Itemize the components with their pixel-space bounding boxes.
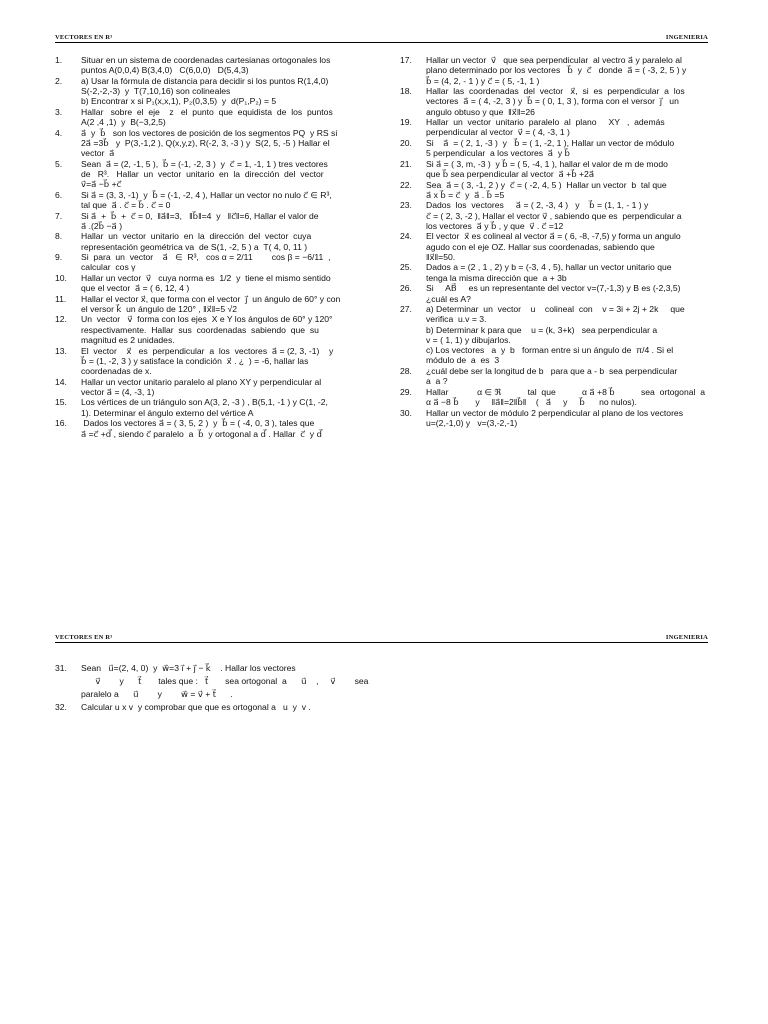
exercise-text bbox=[81, 231, 371, 252]
exercise-text bbox=[426, 304, 710, 366]
exercise-line: plano determinado por los vectores b⃗ y c⃗ donde a⃗ = ( -3, 2, 5 ) y bbox=[426, 65, 687, 76]
exercise-item bbox=[55, 294, 371, 315]
page-2-column bbox=[55, 662, 370, 714]
exercise-item bbox=[55, 397, 371, 418]
exercise-text bbox=[81, 76, 371, 107]
exercise-text bbox=[81, 107, 371, 128]
exercise-line: El vector x⃗ es perpendicular a los vectores a⃗ = (2, 3, -1) y bbox=[81, 345, 334, 356]
exercise-text bbox=[426, 231, 710, 262]
exercise-line: tal que a⃗ . c⃗ = b⃗ . c⃗ = 0 bbox=[81, 200, 171, 211]
header-subject: INGENIERIA bbox=[665, 34, 708, 41]
exercise-line: de R³. Hallar un vector unitario en la dirección del vector bbox=[81, 169, 324, 180]
exercise-line: 1). Determinar el ángulo externo del vértice A bbox=[81, 407, 254, 418]
exercise-line: tenga la misma dirección que a + 3b bbox=[426, 272, 567, 283]
exercise-line: v⃗ y t⃗ tales que : t⃗ sea ortogonal a u⃗ , v⃗ sea bbox=[81, 676, 369, 686]
exercise-number: 24. bbox=[400, 231, 412, 242]
exercise-number: 27. bbox=[400, 304, 412, 314]
exercise-line: puntos A(0,0,4) B(3,4,0) C(6,0,0) D(5,4,3) bbox=[81, 65, 249, 76]
exercise-text bbox=[426, 283, 710, 304]
exercise-line: Hallar sobre el eje z el punto que equidista de los puntos bbox=[81, 106, 333, 117]
exercise-number: 12. bbox=[55, 314, 67, 325]
exercise-item bbox=[400, 283, 710, 304]
exercise-text bbox=[81, 294, 371, 315]
exercise-line: 2a⃗ =3b⃗ y P(3,-1,2 ), Q(x,y,z), R(-2, 3, -3 ) y S(2, 5, -5 ) Hallar el bbox=[81, 137, 330, 148]
exercise-line: Sean a⃗ = (2, -1, 5 ), b⃗ = (-1, -2, 3 ) y c⃗ = 1, -1, 1 ) tres vectores bbox=[81, 158, 328, 169]
exercise-number: 4. bbox=[55, 127, 63, 138]
exercise-number: 19. bbox=[400, 117, 412, 128]
exercise-line: a⃗ x b⃗ = c⃗ y a⃗ . b⃗ =5 bbox=[426, 189, 505, 200]
exercise-number: 18. bbox=[400, 86, 412, 97]
exercise-text bbox=[81, 190, 371, 211]
exercise-text bbox=[426, 159, 710, 180]
exercise-line: respectivamente. Hallar sus coordenadas sabiendo que su bbox=[81, 324, 319, 335]
exercise-line: vector a⃗ = (4, -3, 1) bbox=[81, 386, 155, 397]
exercise-line: Hallar un vector unitario en la dirección del vector cuya bbox=[81, 231, 312, 242]
exercise-line: El vector x⃗ es colineal al vector a⃗ = ( 6, -8, -7,5) y forma un angulo bbox=[426, 231, 681, 242]
exercise-line: los vectores a⃗ y b⃗ , y que v⃗ . c⃗ =12 bbox=[426, 220, 564, 231]
exercise-line: ‖x⃗‖=50. bbox=[426, 251, 456, 262]
exercise-text bbox=[426, 117, 710, 138]
exercise-item bbox=[400, 180, 710, 201]
exercise-line: el versor k⃗ un ángulo de 120° , ‖x⃗‖=5 √2 bbox=[81, 304, 237, 314]
exercise-line: ¿cuál debe ser la longitud de b para que a - b sea perpendicular bbox=[426, 365, 678, 376]
exercise-text bbox=[81, 159, 371, 190]
exercise-number: 20. bbox=[400, 137, 412, 148]
exercise-number: 29. bbox=[400, 386, 412, 397]
exercise-line: Hallar un vector de módulo 2 perpendicular al plano de los vectores bbox=[426, 407, 684, 418]
exercise-text bbox=[426, 180, 710, 201]
exercise-text bbox=[426, 200, 710, 231]
exercise-line: Un vector v⃗ forma con los ejes X e Y los ángulos de 60° y 120° bbox=[81, 314, 333, 325]
exercise-line: Si AB⃗ es un representante del vector v=(7,-1,3) y B es (-2,3,5) bbox=[426, 283, 681, 294]
exercise-line: a) Determinar un vector u colineal con v = 3i + 2j + 2k que bbox=[426, 304, 685, 314]
exercise-line: Si a⃗ = ( 3, m, -3 ) y b⃗ = ( 5, -4, 1 ), hallar el valor de m de modo bbox=[426, 158, 668, 169]
exercise-line: Hallar α ∈ ℜ tal que α a⃗ +8 b⃗ sea ortogonal a bbox=[426, 386, 705, 397]
exercise-item bbox=[400, 86, 710, 117]
exercise-line: Si a⃗ = ( 2, 1, -3 ) y b⃗ = ( 1, -2, 1 ), Hallar un vector de módulo bbox=[426, 137, 675, 148]
exercise-line: ¿cuál es A? bbox=[426, 293, 471, 304]
exercise-line: a⃗ y b⃗ son los vectores de posición de los segmentos PQ y RS si bbox=[81, 127, 338, 138]
exercise-line: magnitud es 2 unidades. bbox=[81, 335, 175, 346]
exercise-item bbox=[400, 117, 710, 138]
exercise-line: Hallar un vector v⃗ que sea perpendicular al vectro a⃗ y paralelo al bbox=[426, 55, 682, 65]
exercise-line: perpendicular al vector v⃗ = ( 4, -3, 1 ) bbox=[426, 127, 570, 138]
exercise-line: b) Determinar k para que u = (k, 3+k) sea perpendicular a bbox=[426, 324, 658, 335]
exercise-line: verifica u.v = 3. bbox=[426, 314, 487, 325]
exercise-item bbox=[400, 408, 710, 429]
exercise-line: a⃗ .(2b⃗ −a⃗ ) bbox=[81, 220, 123, 231]
exercise-number: 7. bbox=[55, 210, 63, 221]
exercise-line: 5 perpendicular a los vectores a⃗ y b⃗ bbox=[426, 148, 570, 159]
exercise-number: 13. bbox=[55, 345, 67, 356]
exercise-text bbox=[426, 408, 710, 429]
exercise-line: Hallar las coordenadas del vector x⃗, si es perpendicular a los bbox=[426, 86, 685, 97]
page-2 bbox=[0, 620, 768, 1020]
exercise-text bbox=[426, 55, 710, 86]
exercise-text bbox=[81, 314, 371, 345]
exercise-line: Si a⃗ + b⃗ + c⃗ = 0, ‖a⃗‖=3, ‖b⃗‖=4 y ‖c⃗‖=6, Hallar el valor de bbox=[81, 210, 319, 221]
exercise-item bbox=[55, 273, 371, 294]
exercise-item bbox=[400, 366, 710, 387]
exercise-item bbox=[400, 387, 710, 408]
exercise-item bbox=[55, 418, 371, 439]
exercise-text bbox=[81, 211, 371, 232]
exercise-item bbox=[400, 138, 710, 159]
exercise-item bbox=[55, 314, 371, 345]
exercise-number: 8. bbox=[55, 231, 63, 242]
left-column bbox=[55, 55, 371, 439]
exercise-text bbox=[426, 262, 710, 283]
exercise-item bbox=[55, 346, 371, 377]
exercise-line: Sean u⃗=(2, 4, 0) y w⃗=3 i⃗ + j⃗ − k⃗ . Hallar los vectores bbox=[81, 663, 296, 673]
exercise-line: a⃗ =c⃗ +d⃗ , siendo c⃗ paralelo a b⃗ y ortogonal a d⃗ . Hallar c⃗ y d⃗ bbox=[81, 428, 322, 439]
exercise-line: angulo obtuso y que ‖x⃗‖=26 bbox=[426, 106, 535, 117]
exercise-number: 21. bbox=[400, 158, 412, 169]
exercise-line: c) Los vectores a y b forman entre si un ángulo de π/4 . Si el bbox=[426, 345, 674, 356]
exercise-number: 16. bbox=[55, 418, 67, 429]
exercise-line: a) Usar la fórmula de distancia para decidir si los puntos R(1,4,0) bbox=[81, 75, 329, 86]
exercise-item bbox=[55, 701, 370, 714]
exercise-text bbox=[81, 55, 371, 76]
exercise-item bbox=[55, 377, 371, 398]
exercise-item bbox=[400, 55, 710, 86]
exercise-line: Hallar el vector x⃗, que forma con el vector j⃗ un ángulo de 60° y con bbox=[81, 293, 341, 304]
exercise-item bbox=[400, 262, 710, 283]
exercise-item bbox=[55, 107, 371, 128]
exercise-line: Si para un vector a⃗ ∈ R³, cos α = 2/11 cos β = −6/11 , bbox=[81, 252, 331, 263]
exercise-item bbox=[55, 211, 371, 232]
exercise-number: 28. bbox=[400, 365, 412, 376]
exercise-line: Dados a = (2 , 1 , 2) y b = (-3, 4 , 5), hallar un vector unitario que bbox=[426, 262, 672, 273]
exercise-text bbox=[426, 138, 710, 159]
exercise-item bbox=[400, 304, 710, 366]
header-title: VECTORES EN R³ bbox=[55, 34, 113, 41]
exercise-line: Dados los vectores a⃗ = ( 3, 5, 2 ) y b⃗ = ( -4, 0, 3 ), tales que bbox=[81, 418, 315, 429]
exercise-line: Si a⃗ = (3, 3, -1) y b⃗ = (-1, -2, 4 ), Hallar un vector no nulo c⃗ ∈ R³, bbox=[81, 189, 332, 200]
exercise-number: 5. bbox=[55, 158, 63, 169]
exercise-number: 23. bbox=[400, 200, 412, 211]
exercise-number: 11. bbox=[55, 293, 67, 304]
exercise-text bbox=[81, 377, 371, 398]
exercise-number: 25. bbox=[400, 262, 412, 273]
exercise-line: representación geométrica va de S(1, -2, 5 ) a T( 4, 0, 11 ) bbox=[81, 241, 308, 252]
exercise-number: 31. bbox=[55, 663, 67, 673]
exercise-item bbox=[55, 662, 370, 701]
exercise-number: 17. bbox=[400, 55, 412, 65]
exercise-number: 10. bbox=[55, 272, 67, 283]
exercise-text bbox=[81, 418, 371, 439]
exercise-line: módulo de a es 3 bbox=[426, 355, 500, 366]
right-column bbox=[400, 55, 710, 428]
exercise-line: vectores a⃗ = ( 4, -2, 3 ) y b⃗ = ( 0, 1, 3 ), forma con el versor j⃗ un bbox=[426, 96, 679, 107]
exercise-line: α a⃗ −8 b⃗ y ‖a⃗‖=2‖b⃗‖ ( a⃗ y b⃗ no nulos). bbox=[426, 397, 637, 408]
exercise-item bbox=[400, 200, 710, 231]
exercise-line: que b⃗ sea perpendicular al vector a⃗ +b⃗ +2a⃗ bbox=[426, 169, 595, 180]
exercise-line: Hallar un vector unitario paralelo al plano XY y perpendicular al bbox=[81, 376, 322, 387]
exercise-number: 3. bbox=[55, 106, 63, 117]
exercise-line: A(2 ,4 ,1) y B(−3,2,5) bbox=[81, 117, 166, 128]
exercise-line: v = ( 1, 1) y dibujarlos. bbox=[426, 334, 511, 345]
exercise-line: b) Encontrar x si P₁(x,x,1), P₂(0,3,5) y d(P₁,P₂) = 5 bbox=[81, 96, 277, 107]
exercise-number: 30. bbox=[400, 407, 412, 418]
exercise-line: v⃗=a⃗ −b⃗ +c⃗ bbox=[81, 179, 122, 190]
exercise-item bbox=[55, 190, 371, 211]
exercise-line: S(-2,-2,-3) y T(7,10,16) son colineales bbox=[81, 86, 231, 97]
exercise-line: Situar en un sistema de coordenadas cartesianas ortogonales los bbox=[81, 55, 331, 65]
exercise-text bbox=[81, 346, 371, 377]
exercise-line: b⃗ = (4, 2, - 1 ) y c⃗ = ( 5, -1, 1 ) bbox=[426, 75, 540, 86]
exercise-text bbox=[81, 128, 371, 159]
exercise-item bbox=[55, 76, 371, 107]
exercise-item bbox=[55, 128, 371, 159]
exercise-line: Dados los vectores a⃗ = ( 2, -3, 4 ) y b⃗ = (1, 1, - 1 ) y bbox=[426, 200, 649, 211]
exercise-text bbox=[81, 273, 371, 294]
exercise-text bbox=[81, 252, 371, 273]
exercise-line: Hallar un vector v⃗ cuya norma es 1/2 y tiene el mismo sentido bbox=[81, 272, 331, 283]
header-title: VECTORES EN R³ bbox=[55, 634, 113, 641]
exercise-line: b⃗ = (1, -2, 3 ) y satisface la condición x⃗ . ¿ ) = -6, hallar las bbox=[81, 355, 309, 366]
page-header bbox=[55, 30, 708, 43]
exercise-number: 15. bbox=[55, 397, 67, 408]
exercise-item bbox=[55, 159, 371, 190]
exercise-number: 26. bbox=[400, 283, 412, 294]
exercise-line: Hallar un vector unitario paralelo al plano XY , además bbox=[426, 117, 665, 128]
exercise-item bbox=[400, 231, 710, 262]
exercise-line: agudo con el eje OZ. Hallar sus coordenadas, sabiendo que bbox=[426, 241, 655, 252]
exercise-number: 14. bbox=[55, 376, 67, 387]
exercise-line: Sea a⃗ = ( 3, -1, 2 ) y c⃗ = ( -2, 4, 5 ) Hallar un vector b tal que bbox=[426, 179, 667, 190]
exercise-text bbox=[81, 701, 370, 714]
exercise-line: calcular cos γ bbox=[81, 262, 136, 273]
exercise-number: 32. bbox=[55, 702, 67, 713]
exercise-line: que el vector a⃗ = ( 6, 12, 4 ) bbox=[81, 283, 190, 294]
exercise-item bbox=[55, 55, 371, 76]
exercise-item bbox=[55, 231, 371, 252]
exercise-number: 22. bbox=[400, 179, 412, 190]
exercise-number: 6. bbox=[55, 189, 63, 200]
exercise-text bbox=[81, 397, 371, 418]
exercise-number: 1. bbox=[55, 55, 63, 65]
exercise-line: u=(2,-1,0) y v=(3,-2,-1) bbox=[426, 417, 518, 428]
exercise-item bbox=[55, 252, 371, 273]
exercise-line: coordenadas de x. bbox=[81, 366, 152, 377]
page-header bbox=[55, 630, 708, 643]
exercise-item bbox=[400, 159, 710, 180]
exercise-line: Los vértices de un triángulo son A(3, 2, -3 ) , B(5,1, -1 ) y C(1, -2, bbox=[81, 397, 328, 408]
exercise-line: paralelo a u⃗ y w⃗ = v⃗ + t⃗ . bbox=[81, 689, 233, 699]
exercise-line: vector a⃗ bbox=[81, 148, 115, 159]
exercise-text bbox=[426, 387, 710, 408]
exercise-line: c⃗ = ( 2, 3, -2 ), Hallar el vector v⃗ , sabiendo que es perpendicular a bbox=[426, 210, 682, 221]
header-subject: INGENIERIA bbox=[665, 634, 708, 641]
exercise-number: 9. bbox=[55, 252, 63, 263]
exercise-text bbox=[426, 366, 710, 387]
exercise-line: a a ? bbox=[426, 376, 448, 387]
exercise-text bbox=[426, 86, 710, 117]
exercise-text bbox=[81, 662, 370, 701]
exercise-number: 2. bbox=[55, 75, 63, 86]
exercise-line: Calcular u x v y comprobar que que es ortogonal a u y v . bbox=[81, 702, 311, 713]
